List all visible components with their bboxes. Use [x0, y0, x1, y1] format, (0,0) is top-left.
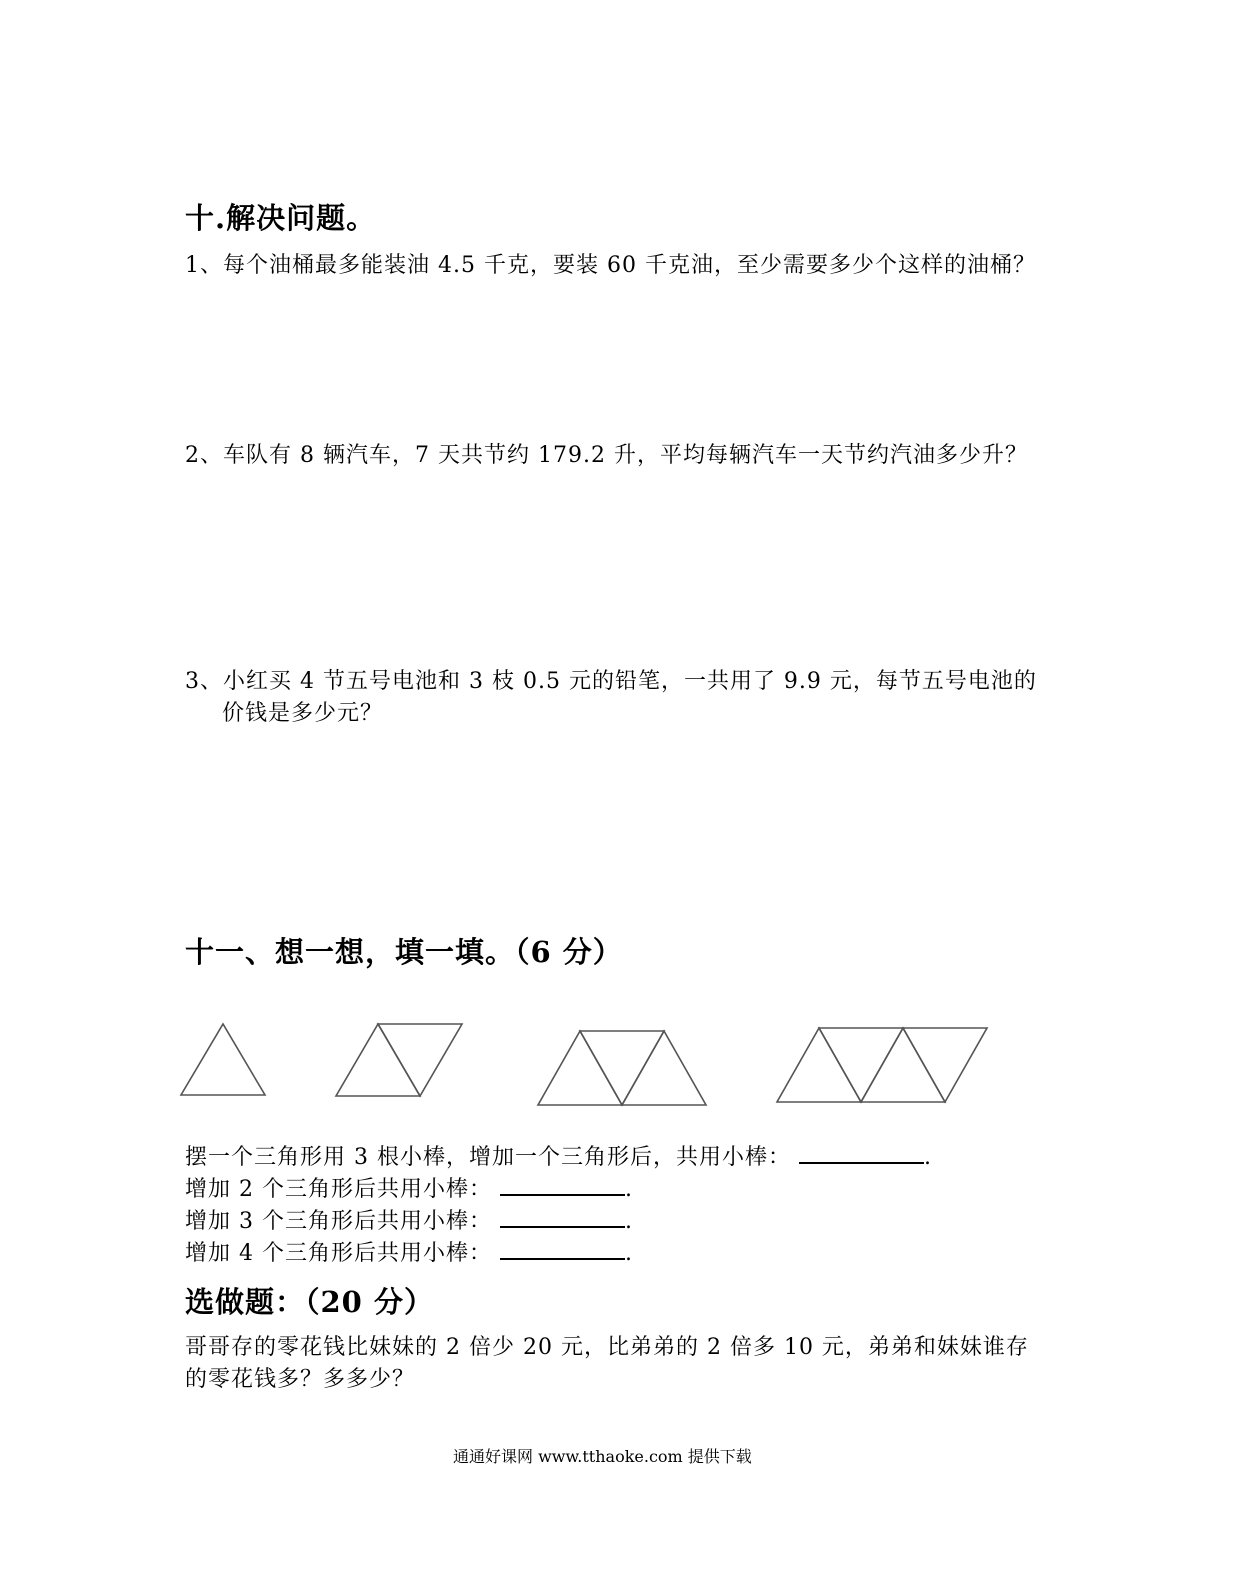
fill-line-2-end: . — [624, 1177, 633, 1202]
fill-line-1 — [185, 1140, 932, 1171]
triangle-figure-3 — [538, 1031, 706, 1105]
fill-line-3-text: 增加 3 个三角形后共用小棒： — [185, 1209, 492, 1234]
section-10-title: 十.解决问题。 — [185, 201, 377, 235]
problem-3-line-1: 3、小红买 4 节五号电池和 3 枝 0.5 元的铅笔，一共用了 9.9 元，每节五号电池的 — [185, 669, 1037, 694]
fill-line-1-end: . — [924, 1145, 932, 1170]
section-11-title: 十一、想一想，填一填。（6 分） — [185, 935, 623, 969]
fill-line-2 — [185, 1172, 633, 1203]
optional-line-2: 的零花钱多？多多少？ — [185, 1367, 416, 1392]
fill-line-4-text: 增加 4 个三角形后共用小棒： — [185, 1241, 492, 1266]
footer-text: 通通好课网 www.tthaoke.com 提供下载 — [453, 1447, 752, 1466]
fill-line-3 — [185, 1204, 633, 1235]
optional-line-1: 哥哥存的零花钱比妹妹的 2 倍少 20 元，比弟弟的 2 倍多 10 元，弟弟和妹妹谁存 — [185, 1335, 1029, 1360]
problem-1: 1、每个油桶最多能装油 4.5 千克，要装 60 千克油，至少需要多少个这样的油桶？ — [185, 253, 1036, 278]
answer-blank-2[interactable] — [500, 1172, 625, 1196]
fill-line-4 — [185, 1236, 633, 1267]
fill-line-2-text: 增加 2 个三角形后共用小棒： — [185, 1177, 492, 1202]
answer-blank-4[interactable] — [500, 1236, 625, 1260]
problem-2: 2、车队有 8 辆汽车，7 天共节约 179.2 升，平均每辆汽车一天节约汽油多少升？ — [185, 443, 1028, 468]
optional-title: 选做题：（20 分） — [185, 1285, 434, 1319]
problem-3-line-2: 价钱是多少元？ — [222, 701, 384, 726]
answer-blank-1[interactable] — [799, 1140, 924, 1164]
answer-blank-3[interactable] — [500, 1204, 625, 1228]
triangle-figure-4 — [777, 1028, 987, 1102]
fill-line-3-end: . — [624, 1209, 633, 1234]
fill-line-4-end: . — [624, 1241, 633, 1266]
triangle-figure-1 — [181, 1024, 265, 1095]
triangle-figure-2 — [336, 1024, 462, 1096]
fill-line-1-text: 摆一个三角形用 3 根小棒，增加一个三角形后，共用小棒： — [185, 1145, 791, 1170]
